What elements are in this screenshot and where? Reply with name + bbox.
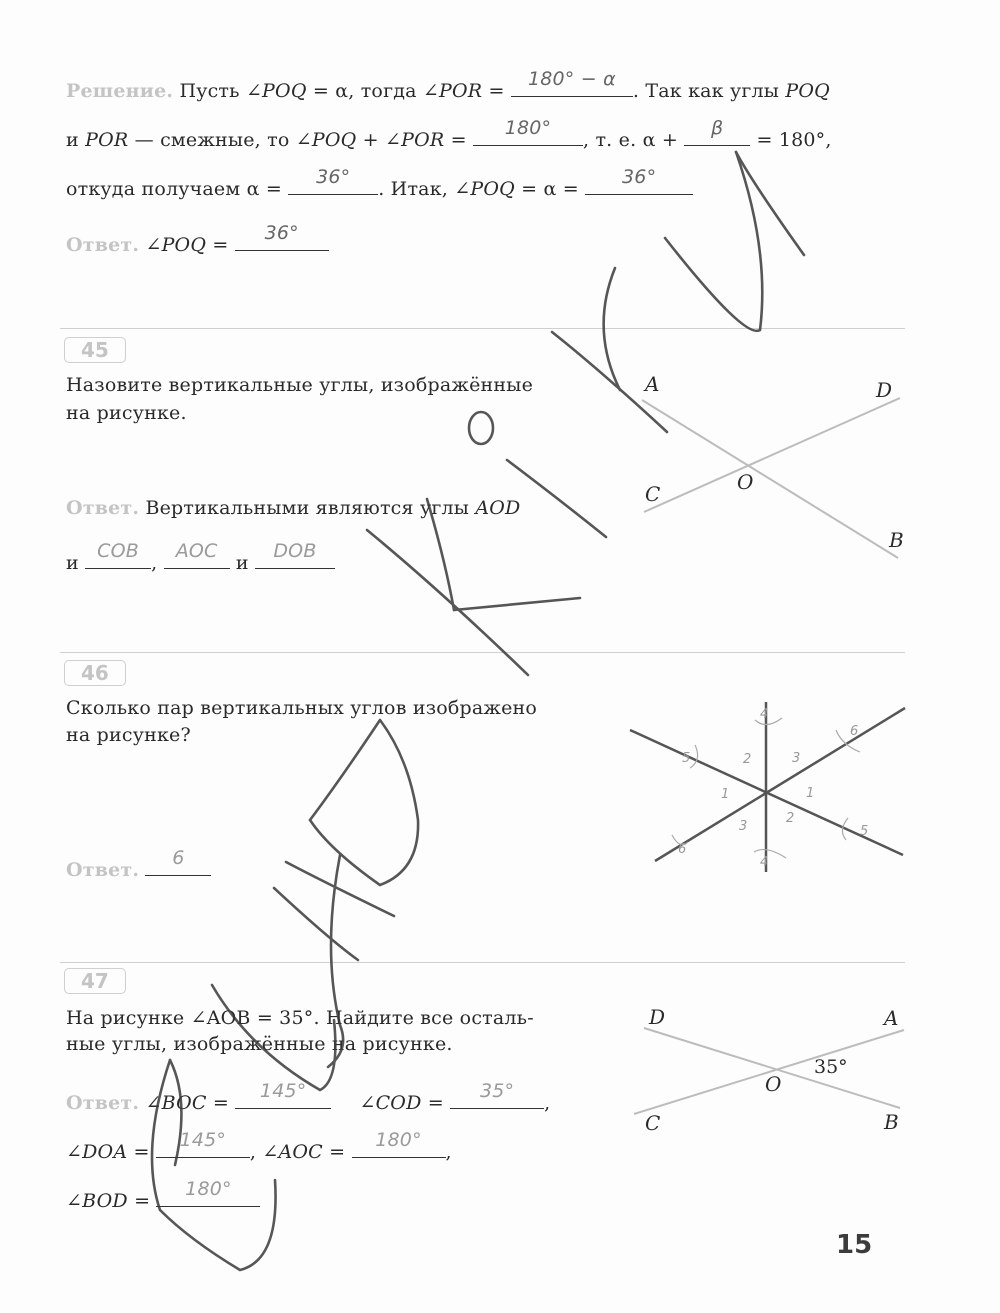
handwritten-answer: 145° [179, 1129, 227, 1151]
text: Пусть [179, 80, 246, 102]
angle-poq: ∠POQ [454, 178, 515, 200]
handwritten-answer: DOB [273, 540, 317, 562]
text: и [66, 129, 86, 151]
figure-47-label-d: D [649, 1005, 666, 1029]
svg-text:3: 3 [792, 751, 801, 766]
answer-label: Ответ. [66, 234, 140, 256]
text: = α, тогда [306, 80, 423, 102]
handwritten-answer: 6 [172, 847, 185, 869]
angle-doa: ∠DOA = [66, 1141, 156, 1163]
angle-poq: ∠POQ [245, 80, 307, 102]
text: и [229, 552, 255, 574]
svg-text:5: 5 [860, 824, 869, 839]
svg-text:6: 6 [850, 724, 859, 739]
angle-sum: ∠POQ + ∠POR [295, 129, 445, 151]
svg-text:1: 1 [721, 787, 730, 802]
svg-text:4: 4 [760, 855, 769, 870]
angle-bod: ∠BOD = [66, 1190, 157, 1212]
task-47-answer-row-1: Ответ. ∠BOC = 145° ∠COD = 35° , [66, 1080, 551, 1114]
svg-text:3: 3 [739, 819, 748, 834]
handwritten-answer: 35° [479, 1080, 515, 1102]
handwritten-answer: 36° [264, 222, 299, 244]
svg-text:5: 5 [682, 751, 691, 766]
handwritten-answer: AOC [175, 540, 218, 562]
angle-por: ∠POR [422, 80, 483, 102]
figure-47-label-b: B [884, 1110, 899, 1134]
svg-text:2: 2 [786, 811, 795, 826]
answer-label: Ответ. [66, 859, 140, 881]
angle-cod: ∠COD = [359, 1092, 451, 1114]
svg-text:4: 4 [760, 707, 769, 722]
figure-47-label-c: C [645, 1111, 661, 1135]
solution-label: Решение. [66, 80, 174, 102]
text: , [151, 552, 158, 574]
text: = α = [514, 178, 586, 200]
task-47-question-1: На рисунке ∠AOB = 35°. Найдите все осталь- [66, 1007, 534, 1029]
task-47-answer-row-2: ∠DOA = 145° , ∠AOC = 180° , [66, 1129, 452, 1163]
handwritten-answer: 180° [185, 1178, 232, 1200]
task-number-45: 45 [64, 337, 126, 363]
svg-text:6: 6 [678, 842, 687, 857]
text: = [444, 129, 473, 151]
task-46-question-2: на рисунке? [66, 724, 191, 746]
task-46-question-1: Сколько пар вертикальных углов изображено [66, 697, 538, 719]
task-number-47: 47 [64, 968, 126, 994]
angle-name: POR [85, 129, 129, 151]
task-number-46: 46 [64, 660, 126, 686]
angle-aoc: ∠AOC = [262, 1141, 352, 1163]
handwritten-answer: COB [97, 540, 140, 562]
svg-text:1: 1 [806, 786, 815, 801]
text: . Итак, [378, 178, 455, 200]
answer-label: Ответ. [66, 1092, 140, 1114]
figure-45-label-c: C [645, 482, 661, 506]
text: откуда получаем α = [66, 178, 289, 200]
angle-boc: ∠BOC = [145, 1092, 236, 1114]
text: = [482, 80, 511, 102]
text: . Так как углы [632, 80, 786, 102]
figure-45-label-b: B [889, 528, 904, 552]
answer-expr: ∠POQ = [145, 234, 235, 256]
angle-name: POQ [785, 80, 830, 102]
handwritten-answer: 180° [375, 1129, 422, 1151]
text: и [66, 552, 86, 574]
figure-45-label-d: D [876, 378, 893, 402]
handwritten-answer: 180° − α [527, 68, 616, 90]
text: — смежные, то [128, 129, 296, 151]
figure-47-angle-label: 35° [814, 1056, 848, 1078]
text: Вертикальными являются углы [145, 497, 476, 519]
task-45-question-2: на рисунке. [66, 402, 187, 424]
text: , т. е. α + [582, 129, 685, 151]
handwritten-answer: β [711, 117, 724, 139]
handwritten-answer: 36° [622, 166, 657, 188]
figure-47-label-a: A [884, 1006, 899, 1030]
page-number: 15 [836, 1230, 873, 1260]
handwritten-answer: 180° [504, 117, 552, 139]
text: = 180°, [750, 129, 832, 151]
answer-label: Ответ. [66, 497, 140, 519]
svg-text:2: 2 [743, 752, 752, 767]
handwritten-answer: 145° [259, 1080, 307, 1102]
figure-45-label-o: O [737, 470, 754, 494]
task-45-question-1: Назовите вертикальные углы, изображённые [66, 374, 534, 396]
handwritten-answer: 36° [316, 166, 351, 188]
figure-47-label-o: O [765, 1072, 782, 1096]
angle-aod: AOD [475, 497, 521, 519]
task-47-question-2: ные углы, изображённые на рисунке. [66, 1033, 453, 1055]
figure-45-label-a: A [645, 372, 660, 396]
